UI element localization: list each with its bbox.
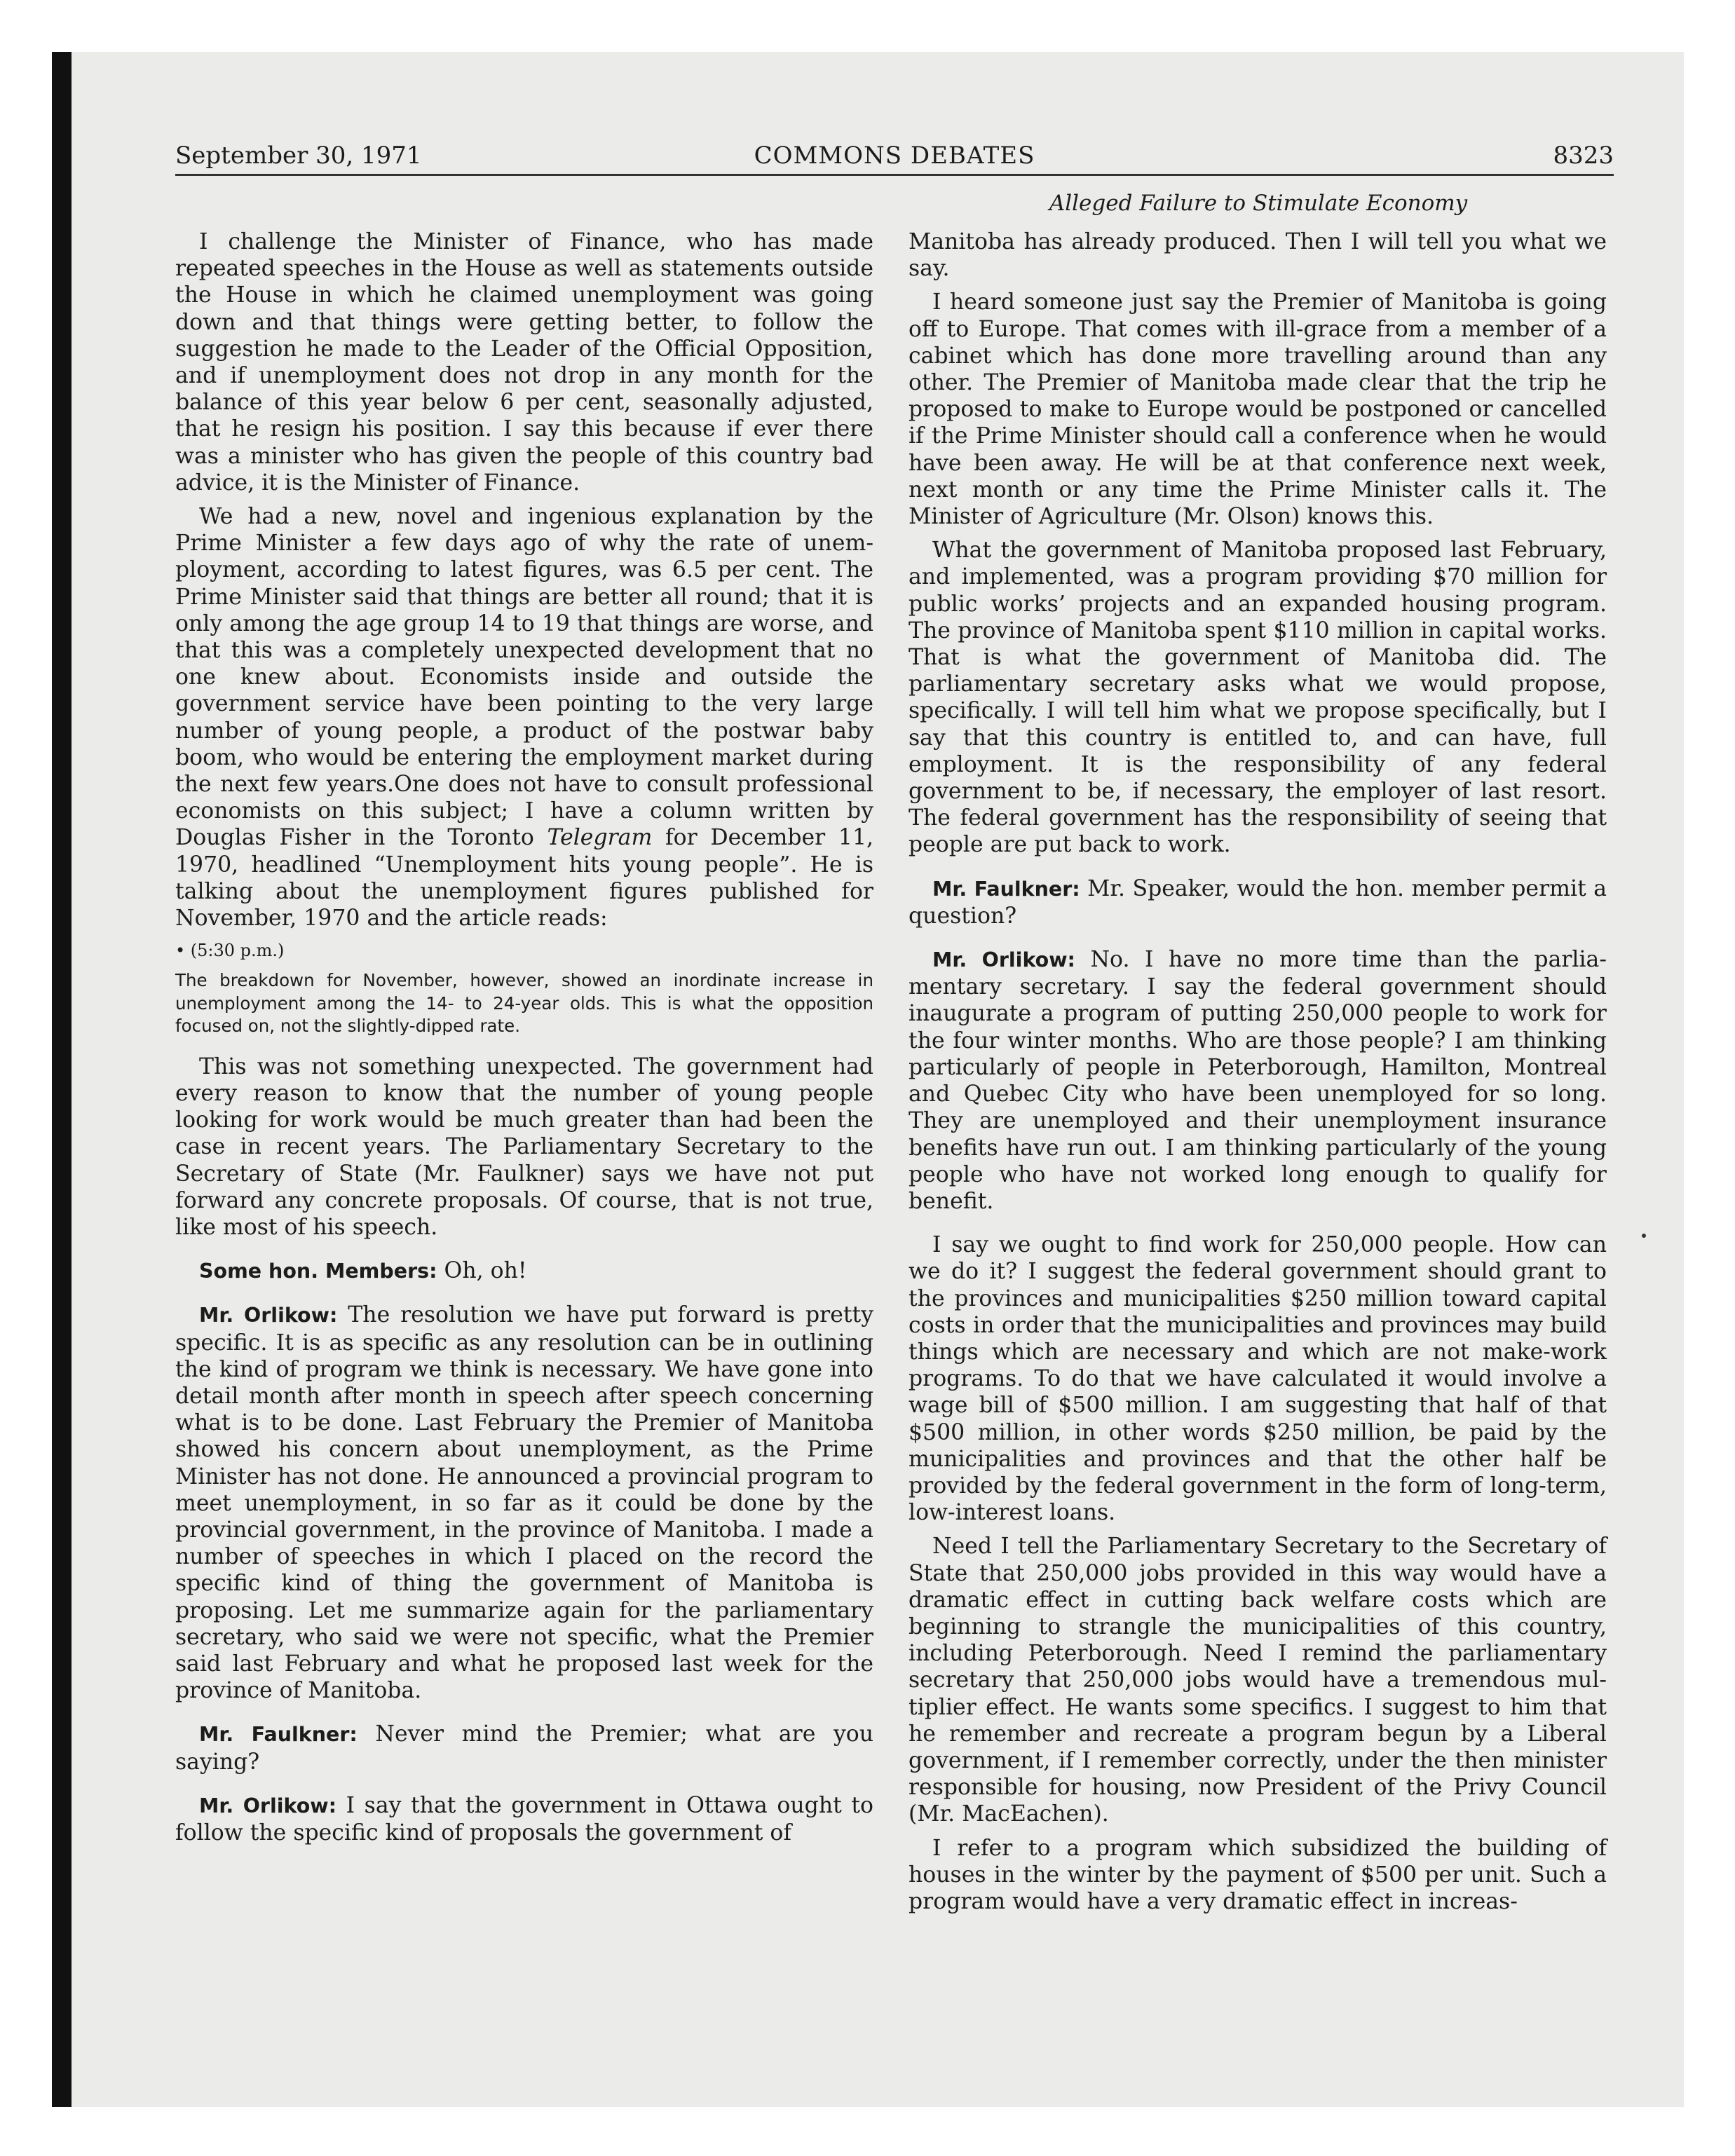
page-header [175,137,1614,176]
paragraph: We had a new, novel and ingenious explanation by the Prime Minister a few days ago of why the rate of unemployment, according to latest figures, was 6.5 per cent. The Prime Minister said that things are better all round; that it is only among the age group 14 to 19 that things are worse, and that this was a completely unexpected development that no one knew about. Economists inside and outside the government service have been pointing to the very large number of young people, a product of the postwar baby boom, who would be entering the employment market during the next few years.One does not have to consult professional economists on this subject; I have a column written by Douglas Fisher in the Toronto Telegram for December 11, 1970, headlined “Unemployment hits young people”. He is talking about the unemployment figures published for November, 1970 and the article reads: [175,504,873,932]
speech-entry: Mr. Orlikow: The resolution we have put forward is pretty specific. It is as specific as any resolution can be in outlining the kind of program we think is necessary. We have gone into detail month after month in speech after speech concerning what is to be done. Last February the Premier of Manitoba showed his concern about unemployment, as the Prime Minister has not done. He announced a provincial program to meet unemployment, in so far as it could be done by the provincial government, in the province of Manitoba. I made a number of speeches in which I placed on the record the specific kind of thing the government of Manitoba is proposing. Let me summarize again for the parliamentary secretary, who said we were not specific, what the Premier said last February and what he proposed last week for the province of Manitoba. [175,1302,873,1704]
speaker-name: Mr. Orlikow: [199,1794,337,1817]
paragraph: I heard someone just say the Premier of Manitoba is going off to Europe. That comes with ill-grace from a member of a cabinet which has done more travelling around than any other. The Premier of Manitoba made clear that the trip he proposed to make to Europe would be postponed or cancelled if the Prime Minister should call a conference when he would have been away. He will be at that conference next week, next month or any time the Prime Minister calls it. The Minister of Agriculture (Mr. Olson) knows this. [909,289,1607,530]
page-number: 8323 [1553,142,1614,170]
paragraph: What the government of Manitoba proposed last February, and implemented, was a program providing $70 million for public works’ projects and an expanded housing program. The province of Manitoba spent $110 million in capital works. That is what the government of Manitoba did. The parliamentary secretary asks what we would propose, specifically. I will tell him what we propose specifically, but I say that this country is entitled to, and can have, full employment. It is the responsibility of any federal government to be, if necessary, the employer of last resort. The federal government has the responsibility of seeing that people are put back to work. [909,538,1607,858]
paragraph: Manitoba has already produced. Then I will tell you what we say. [909,229,1607,282]
paragraph: This was not something unexpected. The government had every reason to know that the number of young people looking for work would be much greater than had been the case in recent years. The Parliamentary Secretary to the Secretary of State (Mr. Faulkner) says we have not put forward any concrete proposals. Of course, that is not true, like most of his speech. [175,1053,873,1240]
speech-entry: Mr. Orlikow: I say that the government in Ottawa ought to follow the specific kind of proposals the government of [175,1792,873,1846]
speaker-name: Mr. Orlikow: [932,948,1075,972]
section-subheading: Alleged Failure to Stimulate Economy [1049,191,1468,216]
speaker-name: Mr. Faulkner: [199,1723,358,1747]
block-quote: The breakdown for November, however, showed an inordinate increase in unemployment among the 14- to 24-year olds. This is what the opposition focused on, not the slightly-dipped rate. [175,970,873,1037]
timestamp: • (5:30 p.m.) [175,941,285,961]
left-column [175,228,873,1853]
paragraph: I say we ought to find work for 250,000 people. How can we do it? I suggest the federal government should grant to the provinces and municipalities $250 million toward capital costs in order that the municipalities and provinces may build things which are necessary and which are not make-work programs. To do that we have calculated it would involve a wage bill of $500 million. I am suggesting that half of that $500 million, in other words $250 million, be paid by the municipalities and provinces and that the other half be provided by the federal government in the form of long-term, low-interest loans. [909,1232,1607,1526]
speech-entry: Some hon. Members: Oh, oh! [199,1258,527,1284]
speaker-name: Mr. Faulkner: [932,877,1080,901]
speaker-name: Some hon. Members: [199,1260,437,1283]
speech-entry: Mr. Orlikow: No. I have no more time than the parliamentary secretary. I say the federal government should inaugurate a program of putting 250,000 people to work for the four winter months. Who are those people? I am thinking particularly of people in Peterborough, Hamilton, Montreal and Quebec City who have been unemployed for so long. They are unemployed and their unemployment insurance benefits have run out. I am thinking particularly of the young people who have not worked long enough to qualify for benefit. [909,947,1607,1214]
speech-entry: Mr. Faulkner: Mr. Speaker, would the hon. member permit a question? [909,875,1607,929]
right-column [909,228,1607,1922]
header-date: September 30, 1971 [175,142,422,170]
paragraph: I challenge the Minister of Finance, who has made repeated speeches in the House as well as statements outside the House in which he claimed unemployment was going down and that things were getting better, to follow the suggestion he made to the Leader of the Official Opposition, and if unemployment does not drop in any month for the balance of this year below 6 per cent, seasonally adjusted, that he resign his position. I say this because if ever there was a minister who has given the people of this country bad advice, it is the Minister of Finance. [175,229,873,496]
paragraph: Need I tell the Parliamentary Secretary to the Secretary of State that 250,000 jobs provided in this way would have a dramatic effect in cutting back welfare costs which are beginning to strangle the municipalities of this country, including Peterborough. Need I remind the parliamentary secretary that 250,000 jobs would have a tremendous multiplier effect. He wants some specifics. I suggest to him that he remember and recreate a program begun by a Liberal government, if I remember correctly, under the then minister responsible for housing, now President of the Privy Council (Mr. MacEachen). [909,1534,1607,1827]
speech-entry: Mr. Faulkner: Never mind the Premier; what are you saying? [175,1721,873,1775]
margin-mark [1642,1234,1646,1238]
header-title: COMMONS DEBATES [754,142,1035,170]
paragraph: I refer to a program which subsidized the building of houses in the winter by the payment of $500 per unit. Such a program would have a very dramatic effect in increas- [909,1835,1607,1914]
binding-edge [52,52,72,2107]
speaker-name: Mr. Orlikow: [199,1304,338,1328]
